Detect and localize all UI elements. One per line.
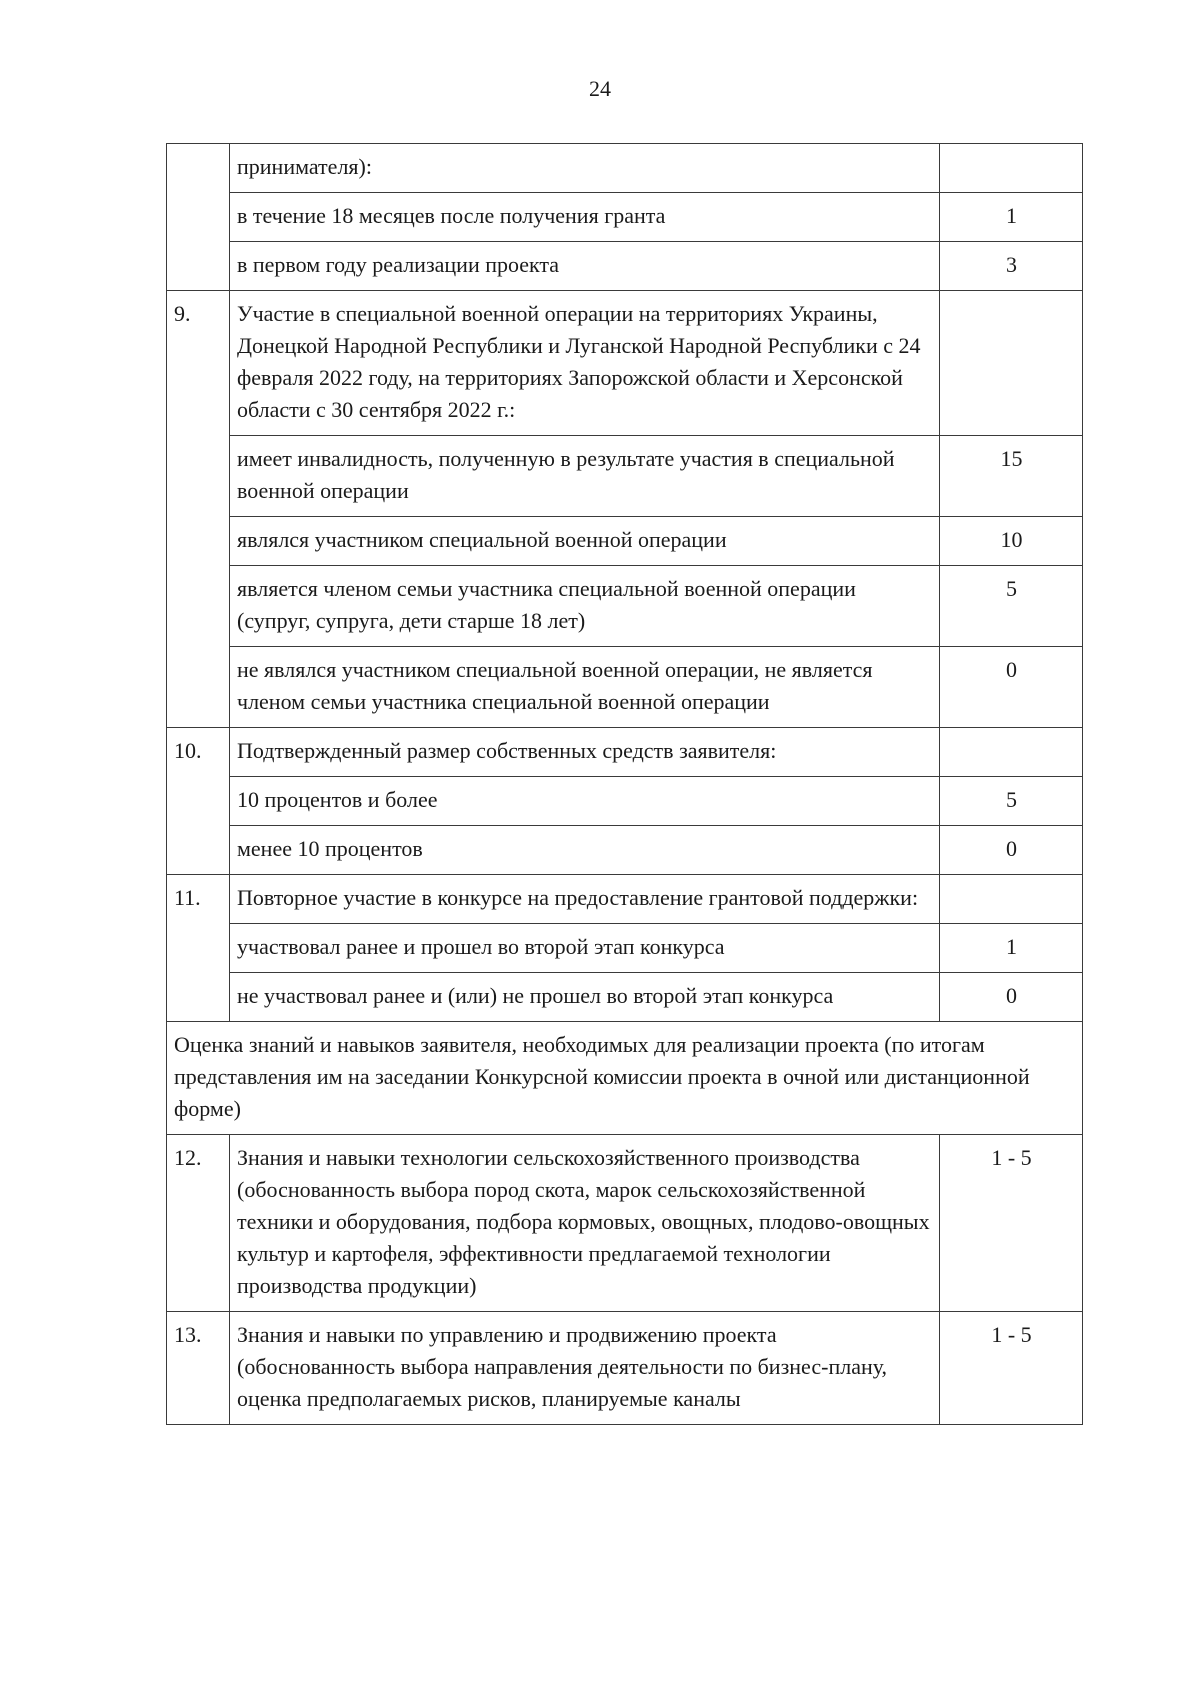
table-row (167, 1312, 1083, 1425)
table-row (167, 777, 1083, 826)
row-number (167, 144, 230, 193)
criteria-table (166, 143, 1083, 1425)
criterion-text: в течение 18 месяцев после получения гранта (230, 193, 940, 242)
table-row (167, 193, 1083, 242)
page-number: 24 (589, 76, 611, 101)
table-row (167, 517, 1083, 566)
criterion-score: 1 - 5 (940, 1312, 1083, 1425)
row-number (167, 517, 230, 566)
row-number (167, 242, 230, 291)
criterion-score: 1 (940, 193, 1083, 242)
table-row (167, 875, 1083, 924)
criterion-score: 5 (940, 566, 1083, 647)
table-row (167, 1135, 1083, 1312)
criterion-score: 1 - 5 (940, 1135, 1083, 1312)
criterion-text: являлся участником специальной военной операции (230, 517, 940, 566)
criterion-text: имеет инвалидность, полученную в результате участия в специальной военной операции (230, 436, 940, 517)
row-number: 13. (167, 1312, 230, 1425)
criterion-text: в первом году реализации проекта (230, 242, 940, 291)
criterion-text: принимателя): (230, 144, 940, 193)
table-row (167, 291, 1083, 436)
criterion-score (940, 875, 1083, 924)
table-row (167, 728, 1083, 777)
row-number: 11. (167, 875, 230, 924)
criterion-score: 15 (940, 436, 1083, 517)
row-number: 9. (167, 291, 230, 436)
criterion-score: 1 (940, 924, 1083, 973)
criterion-score: 0 (940, 826, 1083, 875)
criterion-score: 10 (940, 517, 1083, 566)
table-row (167, 436, 1083, 517)
row-number (167, 566, 230, 647)
table-row (167, 566, 1083, 647)
criterion-text: участвовал ранее и прошел во второй этап конкурса (230, 924, 940, 973)
row-number (167, 924, 230, 973)
criterion-score: 3 (940, 242, 1083, 291)
table-row (167, 144, 1083, 193)
section-heading-row (167, 1022, 1083, 1135)
criterion-text: является членом семьи участника специальной военной операции (супруг, супруга, дети старше 18 лет) (230, 566, 940, 647)
criterion-score: 0 (940, 647, 1083, 728)
criterion-text: Знания и навыки технологии сельскохозяйственного производства (обоснованность выбора пород скота, марок сельскохозяйственной техники и оборудования, подбора кормовых, овощных, плодово-овощных культур и картофеля, эффективности предлагаемой технологии производства продукции) (230, 1135, 940, 1312)
criterion-score (940, 728, 1083, 777)
row-number (167, 193, 230, 242)
criterion-score (940, 144, 1083, 193)
criterion-text: не являлся участником специальной военной операции, не является членом семьи участника специальной военной операции (230, 647, 940, 728)
table-row (167, 242, 1083, 291)
criterion-text: не участвовал ранее и (или) не прошел во второй этап конкурса (230, 973, 940, 1022)
criterion-text: Повторное участие в конкурсе на предоставление грантовой поддержки: (230, 875, 940, 924)
row-number: 10. (167, 728, 230, 777)
table-row (167, 647, 1083, 728)
criterion-text: Знания и навыки по управлению и продвижению проекта (обоснованность выбора направления деятельности по бизнес-плану, оценка предполагаемых рисков, планируемые каналы (230, 1312, 940, 1425)
criterion-score: 5 (940, 777, 1083, 826)
row-number (167, 647, 230, 728)
row-number (167, 436, 230, 517)
table-row (167, 924, 1083, 973)
criterion-text: Участие в специальной военной операции на территориях Украины, Донецкой Народной Республики и Луганской Народной Республики с 24 февраля 2022 году, на территориях Запорожской области и Херсонской области с 30 сентября 2022 г.: (230, 291, 940, 436)
row-number: 12. (167, 1135, 230, 1312)
criterion-text: 10 процентов и более (230, 777, 940, 826)
criterion-text: менее 10 процентов (230, 826, 940, 875)
table-row (167, 826, 1083, 875)
criterion-text: Подтвержденный размер собственных средств заявителя: (230, 728, 940, 777)
row-number (167, 826, 230, 875)
table-row (167, 973, 1083, 1022)
section-heading: Оценка знаний и навыков заявителя, необходимых для реализации проекта (по итогам представления им на заседании Конкурсной комиссии проекта в очной или дистанционной форме) (167, 1022, 1083, 1135)
row-number (167, 973, 230, 1022)
criterion-score: 0 (940, 973, 1083, 1022)
row-number (167, 777, 230, 826)
criterion-score (940, 291, 1083, 436)
